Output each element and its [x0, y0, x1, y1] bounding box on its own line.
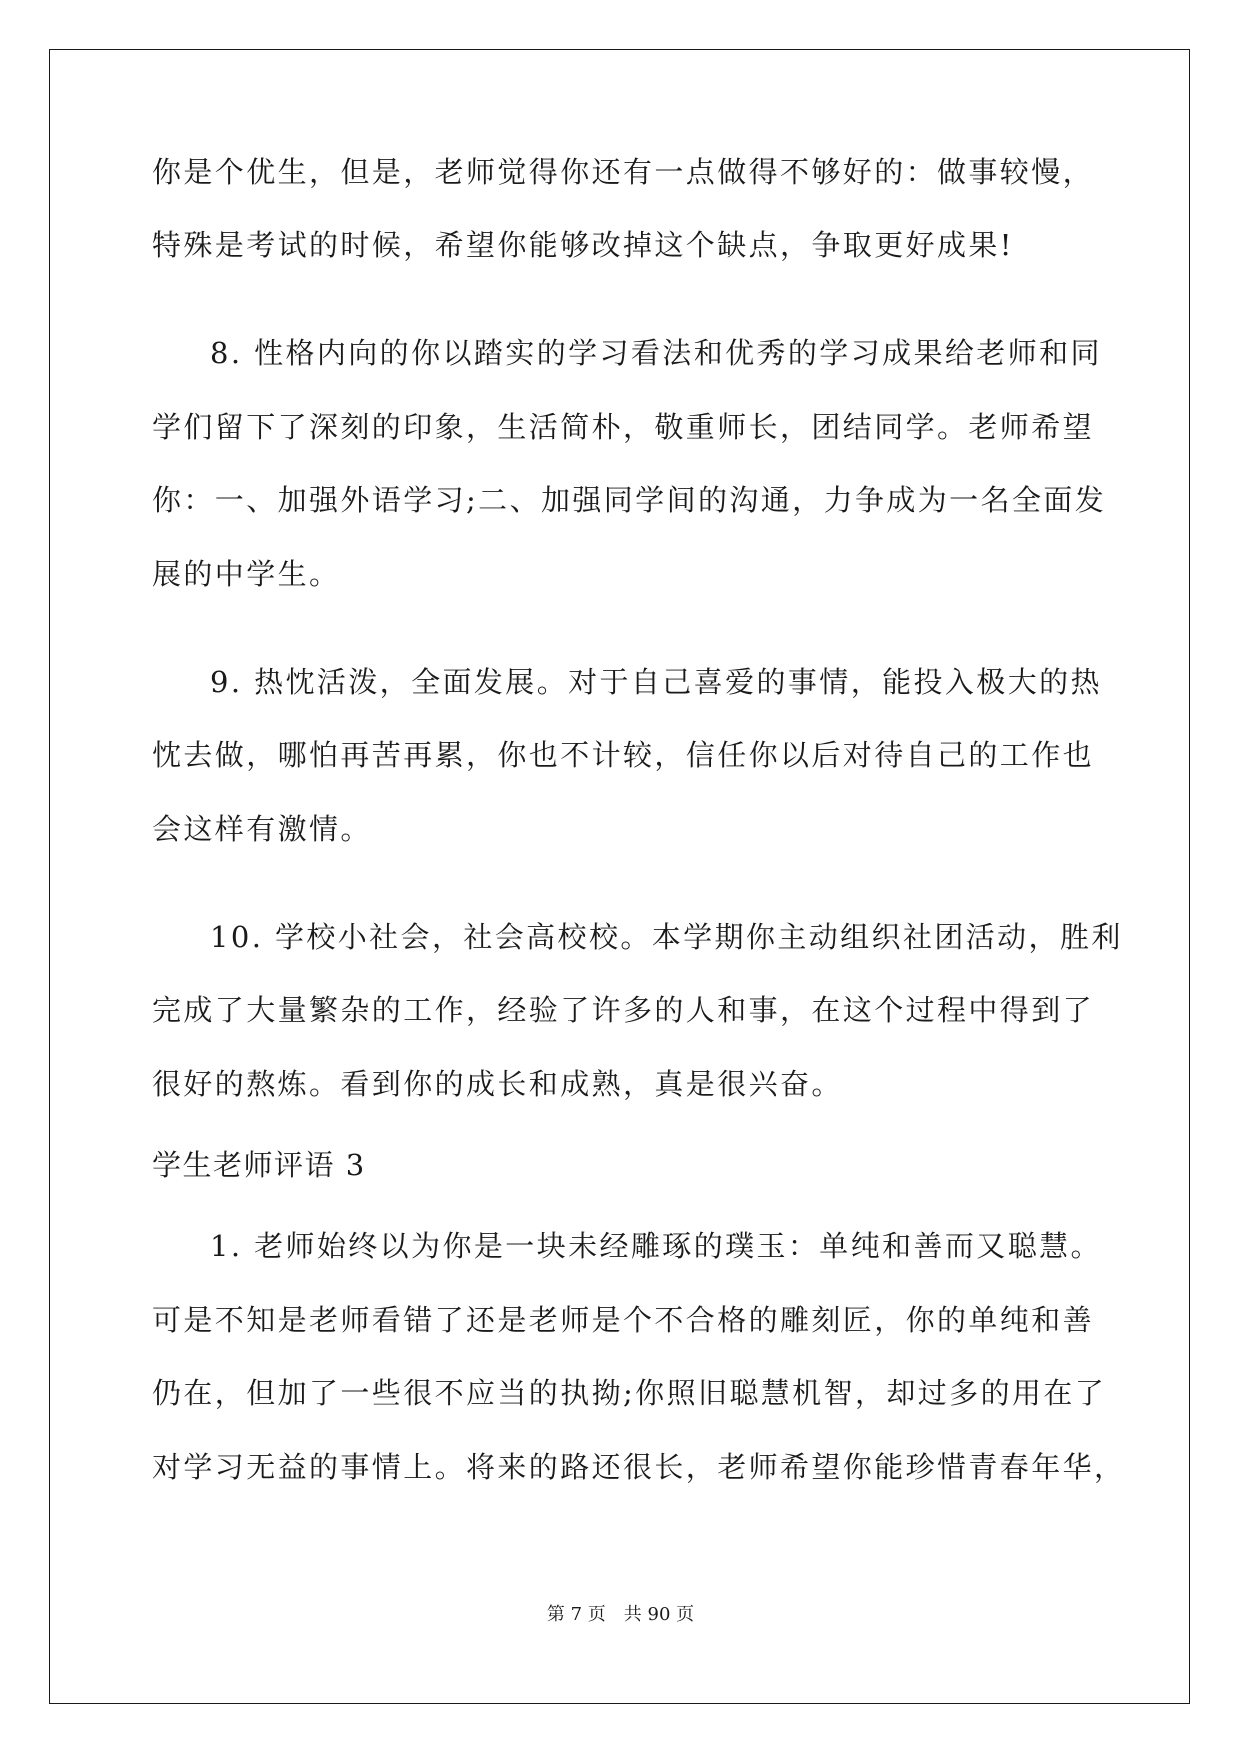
list-item-9-line: 9. 热忱活泼，全面发展。对于自己喜爱的事情，能投入极大的热	[210, 665, 1102, 699]
paragraph-line: 对学习无益的事情上。将来的路还很长，老师希望你能珍惜青春年华，	[152, 1450, 1126, 1484]
paragraph-line: 你：一、加强外语学习;二、加强同学间的沟通，力争成为一名全面发	[152, 483, 1107, 517]
paragraph-line: 学们留下了深刻的印象，生活简朴，敬重师长，团结同学。老师希望	[152, 410, 1095, 444]
paragraph-line: 仍在，但加了一些很不应当的执拗;你照旧聪慧机智，却过多的用在了	[152, 1376, 1107, 1410]
paragraph-line: 忱去做，哪怕再苦再累，你也不计较，信任你以后对待自己的工作也	[152, 738, 1095, 772]
paragraph-line: 特殊是考试的时候，希望你能够改掉这个缺点，争取更好成果!	[152, 228, 1014, 262]
paragraph-line: 你是个优生，但是，老师觉得你还有一点做得不够好的：做事较慢，	[152, 155, 1095, 189]
list-item-10-line: 10. 学校小社会，社会高校校。本学期你主动组织社团活动，胜利	[210, 920, 1123, 954]
list-item-8-line: 8. 性格内向的你以踏实的学习看法和优秀的学习成果给老师和同	[210, 336, 1102, 370]
paragraph-line: 可是不知是老师看错了还是老师是个不合格的雕刻匠，你的单纯和善	[152, 1303, 1095, 1337]
list-item-1-line: 1. 老师始终以为你是一块未经雕琢的璞玉：单纯和善而又聪慧。	[210, 1229, 1102, 1263]
page-total: 共 90 页	[623, 1604, 695, 1625]
page-footer	[0, 1600, 1241, 1626]
paragraph-line: 展的中学生。	[152, 557, 341, 591]
paragraph-line: 完成了大量繁杂的工作，经验了许多的人和事，在这个过程中得到了	[152, 993, 1095, 1027]
paragraph-line: 很好的熬炼。看到你的成长和成熟，真是很兴奋。	[152, 1067, 843, 1101]
section-heading: 学生老师评语 3	[152, 1148, 366, 1182]
paragraph-line: 会这样有激情。	[152, 812, 372, 846]
page-number: 第 7 页	[546, 1604, 606, 1625]
